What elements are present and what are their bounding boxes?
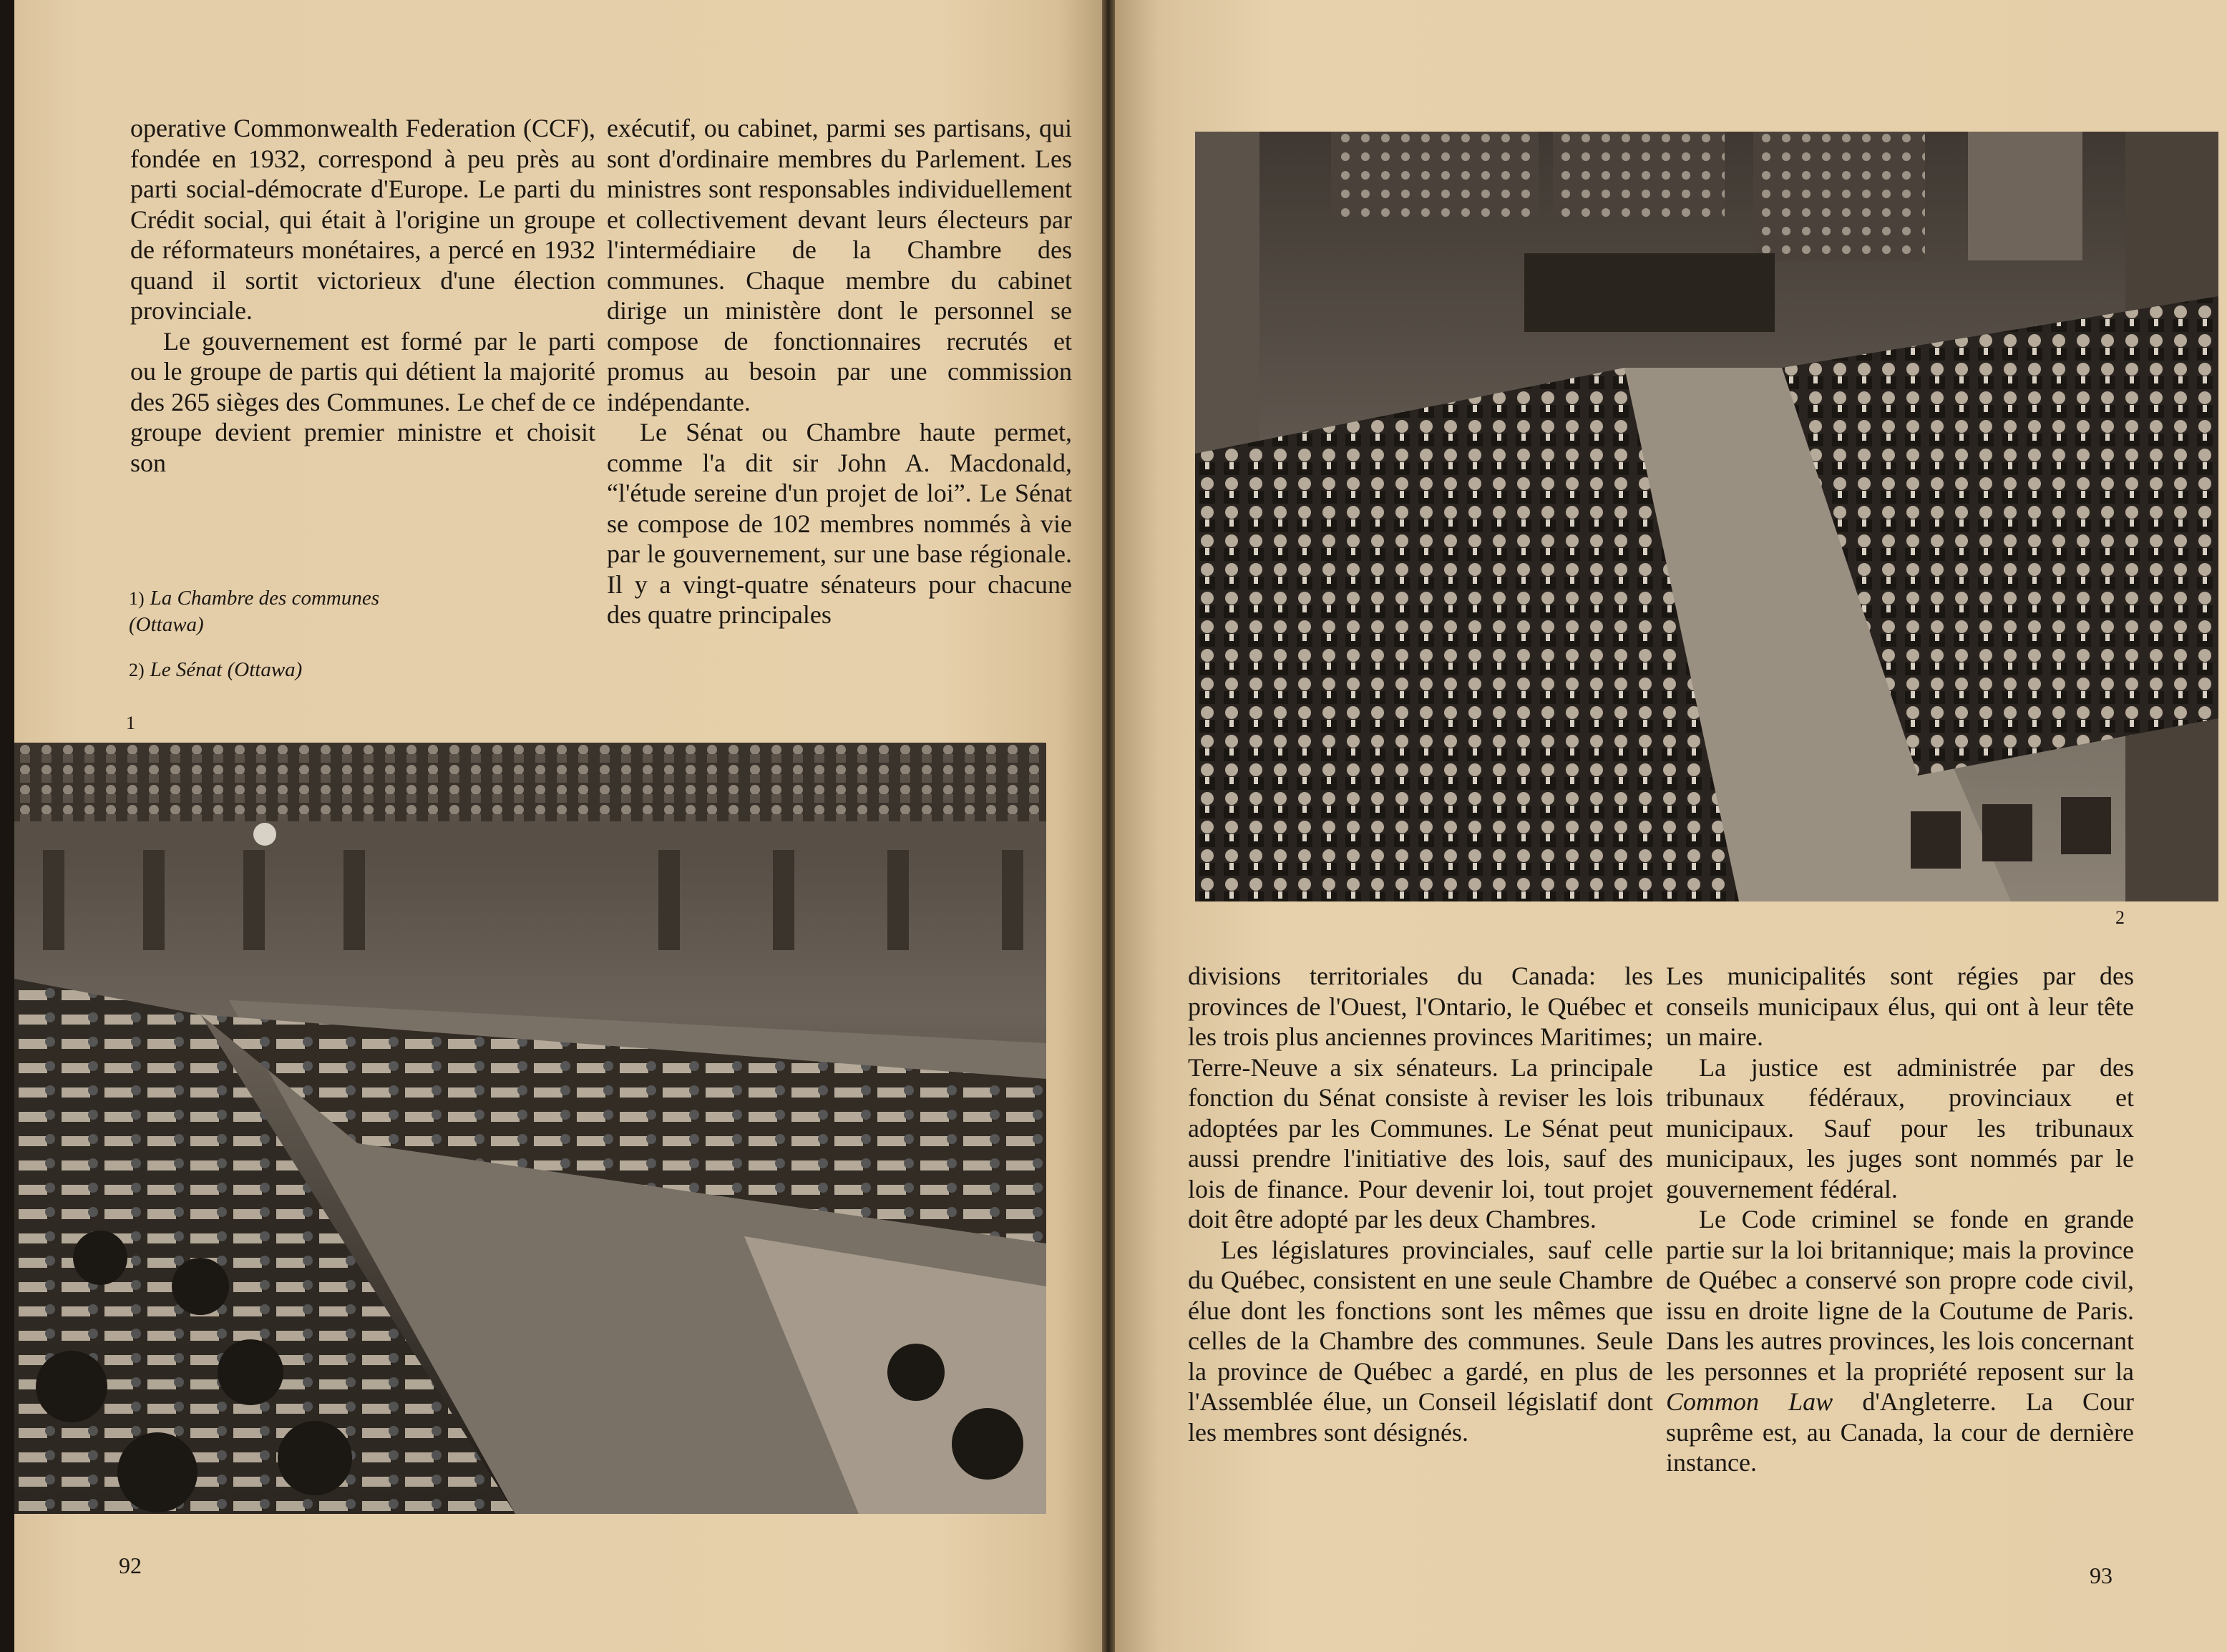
photo-number: 1: [126, 713, 135, 733]
right-column-2: [1666, 961, 2134, 1478]
caption-number: 2): [129, 660, 145, 680]
house-of-commons-photo: [14, 743, 1046, 1514]
caption-2: [129, 657, 530, 683]
photo-number: 2: [2115, 907, 2125, 928]
paragraph: Les municipalités sont régies par des conseils municipaux élus, qui ont à leur tête un maire.: [1666, 962, 2134, 1051]
right-column-1: [1188, 961, 1653, 1447]
paragraph: Les législatures provinciales, sauf celle du Québec, consistent en une seule Chambre élue dont les fonctions sont les mêmes que celles de la Chambre des communes. Seule la province de Québec a gardé, en plus de l'Assemblée élue, un Conseil législatif dont les membres sont désignés.: [1188, 1235, 1653, 1447]
left-column-1: [130, 113, 595, 478]
senate-photo: [1195, 132, 2218, 901]
page-number: 92: [119, 1553, 142, 1578]
left-page: [14, 0, 1102, 1652]
paragraph: operative Commonwealth Federation (CCF), fondée en 1932, correspond à peu près au parti social-démocrate d'Europe. Le parti du Crédit social, qui était à l'origine un groupe de réformateurs monétaires, a percé en 1932 quand il sortit victorieux d'une élection provinciale.: [130, 114, 595, 325]
paragraph: divisions territoriales du Canada: les provinces de l'Ouest, l'Ontario, le Québec et les trois plus anciennes provinces Maritimes; Terre-Neuve a six sénateurs. La principale fonction du Sénat consiste à reviser les lois adoptées par les Communes. Le Sénat peut aussi prendre l'initiative des lois, sauf des lois de finance. Pour devenir loi, tout projet doit être adopté par les deux Chambres.: [1188, 962, 1653, 1233]
caption-1: [129, 585, 530, 637]
book-gutter: [1102, 0, 1115, 1652]
paragraph: La justice est administrée par des tribunaux fédéraux, provinciaux et municipaux. Sauf pour les tribunaux municipaux, les juges sont nommés par le gouvernement fédéral.: [1666, 1052, 2134, 1203]
right-page: [1115, 0, 2227, 1652]
paragraph: Le gouvernement est formé par le parti ou le groupe de partis qui détient la majorité des 265 sièges des Communes. Le chef de ce groupe devient premier ministre et choisit son: [130, 326, 595, 477]
left-column-2: [607, 113, 1072, 630]
caption-text: (Ottawa): [129, 613, 204, 636]
caption-number: 1): [129, 588, 145, 609]
paragraph: Le Sénat ou Chambre haute permet, comme l'a dit sir John A. Macdonald, “l'étude sereine d'un projet de loi”. Le Sénat se compose de 102 membres nommés à vie par le gouvernement, sur une base régionale. Il y a vingt-quatre sénateurs pour chacune des quatre principales: [607, 418, 1072, 629]
paragraph: exécutif, ou cabinet, parmi ses partisans, qui sont d'ordinaire membres du Parlement. Les ministres sont responsables individuellement et collectivement devant leurs électeurs par l'intermédiaire de la Chambre des communes. Chaque membre du cabinet dirige un ministère dont le personnel se compose de fonctionnaires recrutés et promus au besoin par une commission indépendante.: [607, 114, 1072, 416]
caption-text: La Chambre des communes: [150, 587, 379, 610]
paragraph: Le Code criminel se fonde en grande partie sur la loi britannique; mais la province de Québec a conservé son propre code civil, issu en droite ligne de la Coutume de Paris. Dans les autres provinces, les lois concernant les personnes et la propriété reposent sur la Common Law d'Angleterre. La Cour suprême est, au Canada, la cour de dernière instance.: [1666, 1205, 2134, 1477]
house-of-commons-image: [14, 743, 1046, 1514]
page-number: 93: [2090, 1563, 2113, 1588]
senate-image: [1195, 132, 2218, 901]
italic-term: Common Law: [1666, 1387, 1833, 1416]
caption-text: Le Sénat: [150, 658, 223, 681]
caption-text: (Ottawa): [227, 658, 303, 681]
